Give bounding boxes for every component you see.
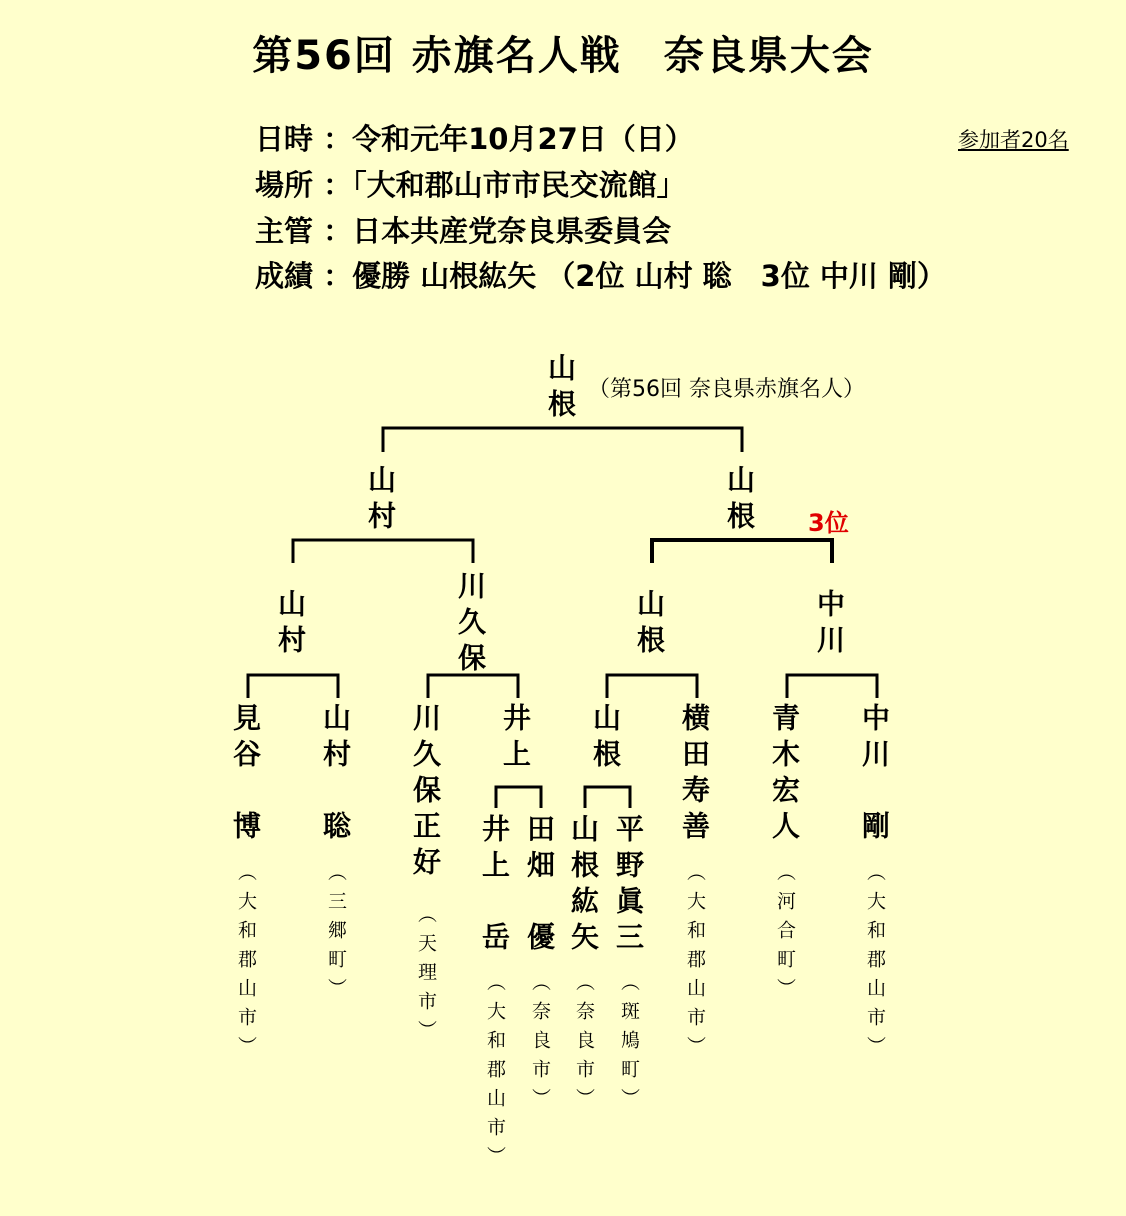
info-place: 場所 ：「大和郡山市市民交流館」 [255,168,686,202]
player-name-yokota: 横田寿善 [678,703,711,847]
semi-right-winner: 山根 [723,465,756,537]
info-date: 日時 ：令和元年10月27日（日） [255,122,694,156]
player-name-inoue: 井上 岳 [478,814,511,958]
player-city-kawakubo: （天理市） [415,904,437,1049]
player-city-inoue: （大和郡山市） [484,972,506,1175]
player-name-mitani: 見谷 博 [229,703,262,847]
champion-note: （第56回 奈良県赤旗名人） [588,377,865,402]
qf-winner-3: 山根 [633,589,666,661]
bracket-r2-inoue-line [496,787,541,808]
player-name-kawakubo: 川久保正好 [409,703,442,883]
r2-winner-inoue: 井上 [499,703,532,775]
semi-left-winner: 山村 [364,465,397,537]
player-city-yamane: （奈良市） [573,972,595,1117]
info-results: 成績 ：優勝 山根紘矢 （2位 山村 聡 3位 中川 剛） [255,259,947,293]
bracket-r2-yamane-line [585,787,630,808]
bracket-qf-1-line [248,675,338,698]
player-city-mitani: （大和郡山市） [235,862,257,1065]
player-name-hirano: 平野眞三 [612,814,645,958]
third-place-label: 3位 [808,509,849,537]
player-city-aoki: （河合町） [774,862,796,1007]
player-city-hirano: （斑鳩町） [618,972,640,1117]
player-name-tabata: 田畑 優 [523,814,556,958]
bracket-qf-4-line [787,675,877,698]
player-name-nakagawa: 中川 剛 [858,703,891,847]
player-city-yokota: （大和郡山市） [684,862,706,1065]
player-name-yamane: 山根紘矢 [567,814,600,958]
bracket-final-line [383,428,742,452]
player-city-nakagawa: （大和郡山市） [864,862,886,1065]
r2-winner-yamane: 山根 [589,703,622,775]
qf-winner-4: 中川 [813,589,846,661]
player-city-yamamura: （三郷町） [325,862,347,1007]
info-organizer: 主管 ：日本共産党奈良県委員会 [255,214,672,248]
champion-name: 山根 [544,353,577,425]
bracket-semi-left-line [293,540,473,563]
bracket-semi-right-line [652,540,832,563]
qf-winner-1: 山村 [274,589,307,661]
bracket-qf-3-line [607,675,697,698]
qf-winner-2: 川久保 [454,571,487,679]
participant-count: 参加者20名 [958,128,1069,152]
player-city-tabata: （奈良市） [529,972,551,1117]
player-name-yamamura: 山村 聡 [319,703,352,847]
page-title: 第56回 赤旗名人戦 奈良県大会 [252,33,874,79]
player-name-aoki: 青木宏人 [768,703,801,847]
